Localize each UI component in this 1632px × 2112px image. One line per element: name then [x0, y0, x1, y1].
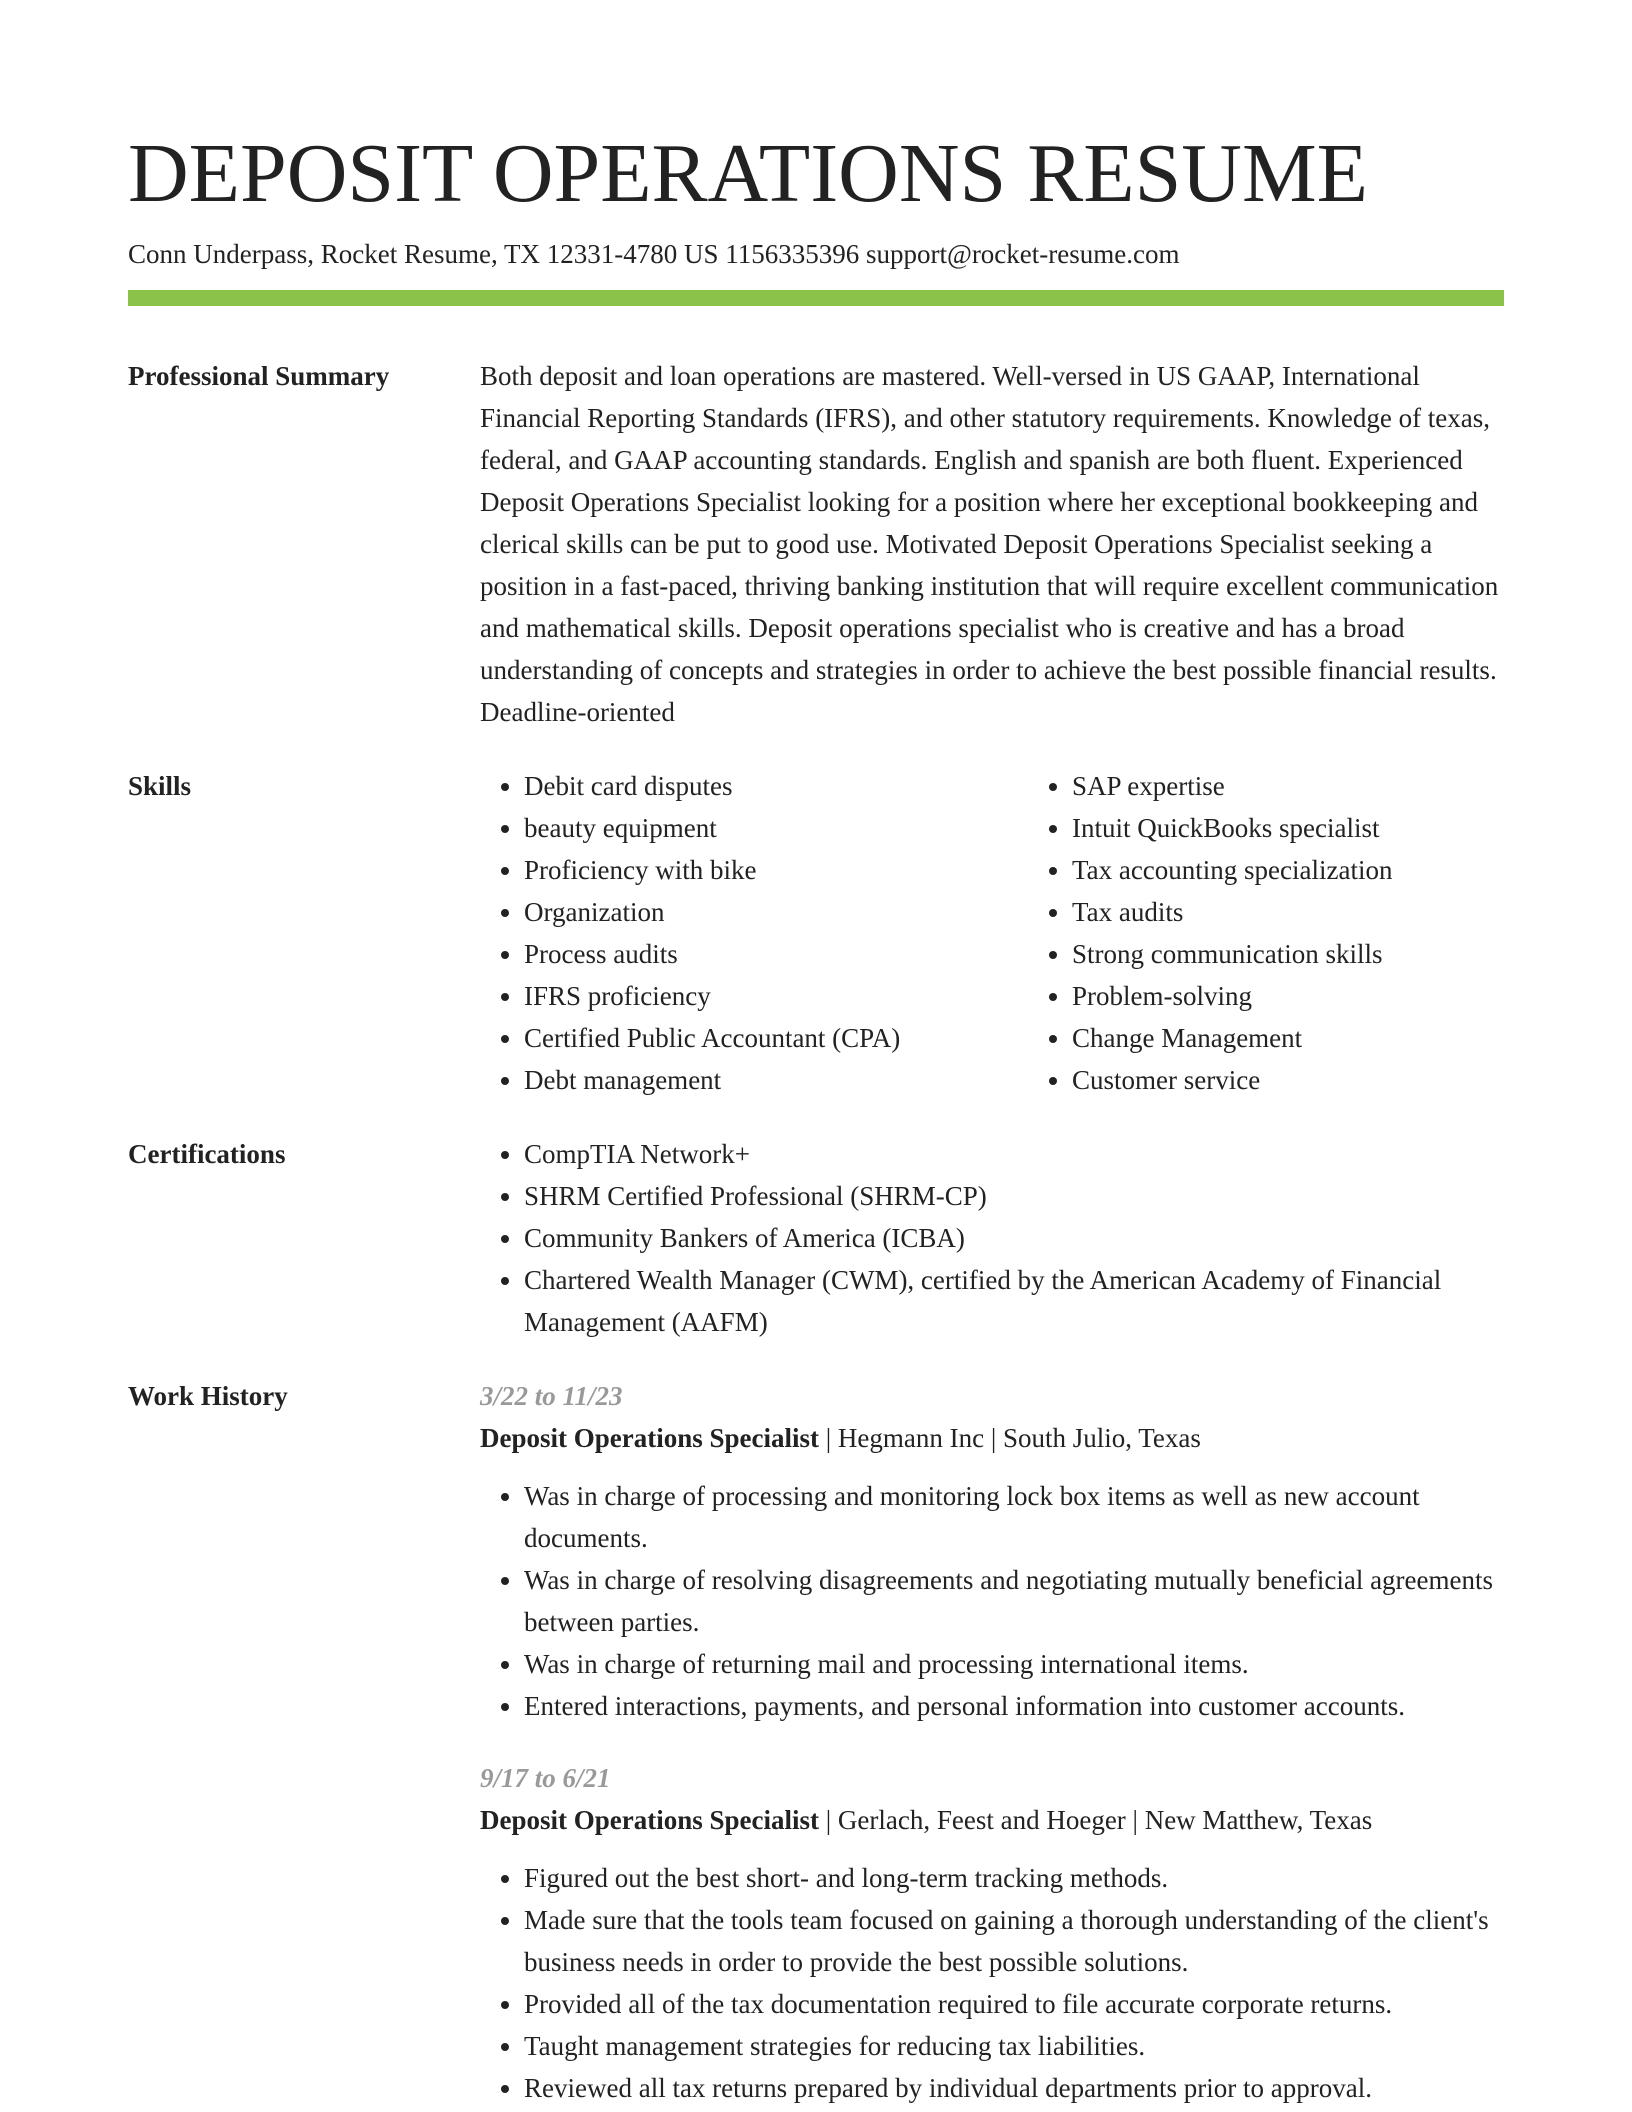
list-item: • beauty equipment: [524, 807, 1028, 849]
list-item: • Strong communication skills: [1072, 933, 1392, 975]
job-employer-location: | Hegmann Inc | South Julio, Texas: [819, 1423, 1201, 1454]
list-item: • Proficiency with bike: [524, 849, 1028, 891]
list-item: • Organization: [524, 891, 1028, 933]
job-employer-location: | Gerlach, Feest and Hoeger | New Matthew, Texas: [819, 1805, 1373, 1836]
skills-list-left: [480, 765, 1028, 1101]
list-item: • Problem-solving: [1072, 975, 1392, 1017]
list-item: • Was in charge of processing and monitoring lock box items as well as new account documents.: [524, 1475, 1504, 1559]
list-item: • CompTIA Network+: [524, 1133, 1504, 1175]
page-title: DEPOSIT OPERATIONS RESUME: [128, 127, 1368, 220]
list-item: • Certified Public Accountant (CPA): [524, 1017, 1028, 1059]
certifications-body: [480, 1133, 1504, 1343]
list-item: • SHRM Certified Professional (SHRM-CP): [524, 1175, 1504, 1217]
resume-page: [128, 0, 1504, 2109]
list-item: • Figured out the best short- and long-term tracking methods.: [524, 1857, 1504, 1899]
list-item: • Was in charge of resolving disagreements and negotiating mutually beneficial agreements between parties.: [524, 1559, 1504, 1643]
list-item: • IFRS proficiency: [524, 975, 1028, 1017]
list-item: • Debt management: [524, 1059, 1028, 1101]
accent-divider: [128, 290, 1504, 306]
job-dates: 3/22 to 11/23: [480, 1381, 623, 1412]
job-dates: 9/17 to 6/21: [480, 1763, 611, 1794]
section-label-certifications: Certifications: [128, 1139, 286, 1170]
list-item: • Provided all of the tax documentation required to file accurate corporate returns.: [524, 1983, 1504, 2025]
section-label-work-history: Work History: [128, 1381, 288, 1412]
list-item: • Intuit QuickBooks specialist: [1072, 807, 1392, 849]
list-item: • Was in charge of returning mail and processing international items.: [524, 1643, 1504, 1685]
work-history-body: [480, 1375, 1504, 2109]
skills-grid: [480, 765, 1504, 1101]
list-item: • Taught management strategies for reducing tax liabilities.: [524, 2025, 1504, 2067]
list-item: • Tax audits: [1072, 891, 1392, 933]
summary-section: [128, 355, 1504, 733]
certifications-list: [480, 1133, 1504, 1343]
list-item: • Chartered Wealth Manager (CWM), certified by the American Academy of Financial Management (AAFM): [524, 1259, 1504, 1343]
job-heading: [480, 1417, 1504, 1459]
list-item: • Tax accounting specialization: [1072, 849, 1392, 891]
list-item: • Reviewed all tax returns prepared by individual departments prior to approval.: [524, 2067, 1504, 2109]
list-item: • SAP expertise: [1072, 765, 1392, 807]
certifications-section: [128, 1133, 1504, 1343]
list-item: • Customer service: [1072, 1059, 1392, 1101]
list-item: • Entered interactions, payments, and personal information into customer accounts.: [524, 1685, 1504, 1727]
list-item: • Debit card disputes: [524, 765, 1028, 807]
section-label-summary: Professional Summary: [128, 361, 390, 392]
job-title: Deposit Operations Specialist: [480, 1423, 820, 1454]
list-item: • Community Bankers of America (ICBA): [524, 1217, 1504, 1259]
job-bullets: [480, 1475, 1504, 1727]
skills-section: [128, 765, 1504, 1101]
summary-text: Both deposit and loan operations are mastered. Well-versed in US GAAP, International Financial Reporting Standards (IFRS), and other statutory requirements. Knowledge of texas, federal, and GAAP accounting standards. English and spanish are both fluent. Experienced Deposit Operations Specialist looking for a position where her exceptional bookkeeping and clerical skills can be put to good use. Motivated Deposit Operations Specialist seeking a position in a fast-paced, thriving banking institution that will require excellent communication and mathematical skills. Deposit operations specialist who is creative and has a broad understanding of concepts and strategies in order to achieve the best possible financial results. Deadline-oriented: [480, 361, 1499, 728]
list-item: • Made sure that the tools team focused on gaining a thorough understanding of the client's business needs in order to provide the best possible solutions.: [524, 1899, 1504, 1983]
job-title: Deposit Operations Specialist: [480, 1805, 820, 1836]
work-history-section: [128, 1375, 1504, 2109]
list-item: • Process audits: [524, 933, 1028, 975]
job-entry: [480, 1375, 1504, 1727]
job-heading: [480, 1799, 1504, 1841]
job-entry: [480, 1757, 1504, 2109]
contact-line: Conn Underpass, Rocket Resume, TX 12331-4780 US 1156335396 support@rocket-resume.com: [128, 239, 1180, 269]
skills-list-right: [1028, 765, 1392, 1101]
job-bullets: [480, 1857, 1504, 2109]
list-item: • Change Management: [1072, 1017, 1392, 1059]
section-label-skills: Skills: [128, 771, 192, 802]
